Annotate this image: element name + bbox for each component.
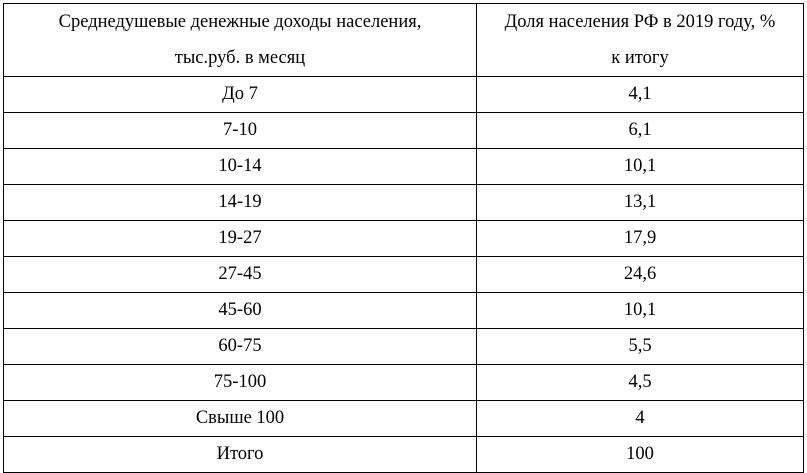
header-share-line-2: к итогу [611,48,669,68]
income-cell: Итого [4,437,477,473]
table-row [4,185,804,221]
share-cell: 13,1 [477,185,804,221]
income-cell: До 7 [4,77,477,113]
income-cell: 14-19 [4,185,477,221]
income-cell: 75-100 [4,365,477,401]
table-body [4,77,804,473]
table-row [4,257,804,293]
table-row [4,113,804,149]
income-cell: Свыше 100 [4,401,477,437]
income-cell: 27-45 [4,257,477,293]
income-cell: 19-27 [4,221,477,257]
income-distribution-table [3,3,804,473]
table-row [4,293,804,329]
share-cell: 100 [477,437,804,473]
income-cell: 10-14 [4,149,477,185]
income-cell: 7-10 [4,113,477,149]
table-row [4,365,804,401]
share-cell: 10,1 [477,149,804,185]
table-row [4,401,804,437]
share-cell: 4 [477,401,804,437]
share-cell: 24,6 [477,257,804,293]
table-row [4,221,804,257]
header-income-cell [4,4,477,77]
header-share-line-1: Доля населения РФ в 2019 году, % [504,12,776,32]
header-income-line-2: тыс.руб. в месяц [174,48,306,68]
share-cell: 10,1 [477,293,804,329]
share-cell: 4,5 [477,365,804,401]
header-row [4,4,804,77]
total-row [4,437,804,473]
table-row [4,77,804,113]
table-header [4,4,804,77]
table-row [4,149,804,185]
share-cell: 5,5 [477,329,804,365]
income-cell: 60-75 [4,329,477,365]
header-income-line-1: Среднедушевые денежные доходы населения, [58,12,422,32]
income-cell: 45-60 [4,293,477,329]
share-cell: 6,1 [477,113,804,149]
table-row [4,329,804,365]
share-cell: 4,1 [477,77,804,113]
share-cell: 17,9 [477,221,804,257]
header-share-cell [477,4,804,77]
